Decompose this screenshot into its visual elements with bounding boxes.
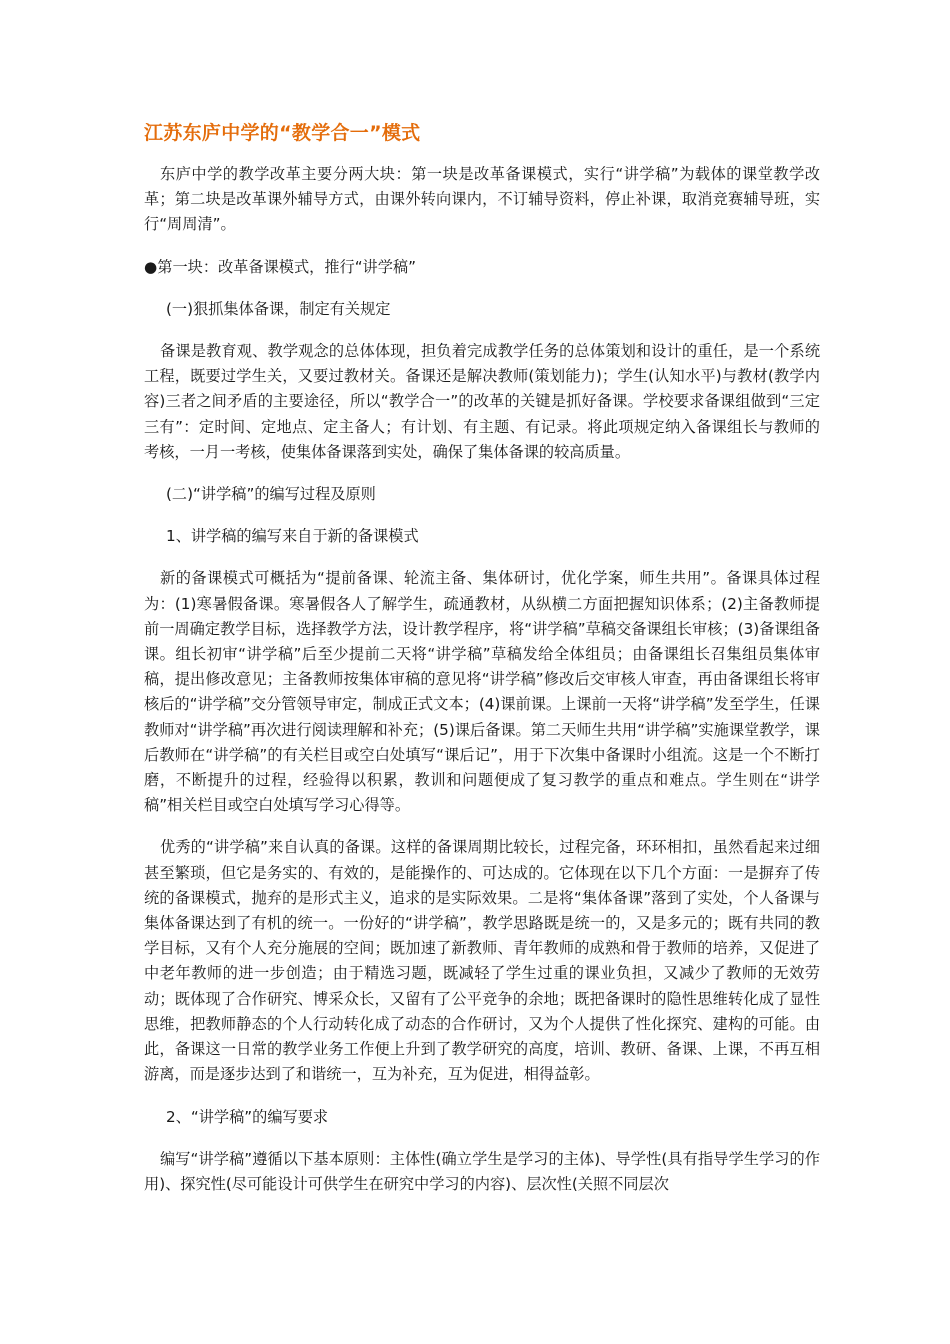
paragraph-excellent-handout: 优秀的“讲学稿”来自认真的备课。这样的备课周期比较长，过程完备，环环相扣，虽然看起来过细甚至繁琐，但它是务实的、有效的，是能操作的、可达成的。它体现在以下几个方面：一是摒弃了传统的备课模式，抛弃的是形式主义，追求的是实际效果。二是将“集体备课”落到了实处，个人备课与集体备课达到了有机的统一。一份好的“讲学稿”，教学思路既是统一的，又是多元的；既有共同的教学目标，又有个人充分施展的空间；既加速了新教师、青年教师的成熟和骨于教师的培养，又促进了中老年教师的进一步创造；由于精选习题，既减轻了学生过重的课业负担，又减少了教师的无效劳动；既体现了合作研究、博采众长，又留有了公平竞争的余地；既把备课时的隐性思维转化成了显性思维，把教师静态的个人行动转化成了动态的合作研讨，又为个人提供了性化探究、建构的可能。由此，备课这一日常的教学业务工作便上升到了教学研究的高度，培训、教研、备课、上课，不再互相游离，而是逐步达到了和谐统一，互为补充，互为促进，相得益彰。: [144, 838, 820, 1084]
subheading-item-1: 1、讲学稿的编写来自于新的备课模式: [166, 527, 419, 546]
paragraph-writing-principles: 编写“讲学稿”遵循以下基本原则：主体性(确立学生是学习的主体)、导学性(具有指导学生学习的作用)、探究性(尽可能设计可供学生在研究中学习的内容)、层次性(关照不同层次: [144, 1149, 820, 1193]
paragraph-new-prep-model: 新的备课模式可概括为“提前备课、轮流主备、集体研讨，优化学案，师生共用”。备课具体过程为：(1)寒暑假备课。寒暑假各人了解学生，疏通教材，从纵横二方面把握知识体系；(2)主备教师提前一周确定教学目标，选择教学方法，设计教学程序，将“讲学稿”草稿交备课组长审核；(3)备课组备课。组长初审“讲学稿”后至少提前二天将“讲学稿”草稿发给全体组员；由备课组长召集组员集体审稿，提出修改意见；主备教师按集体审稿的意见将“讲学稿”修改后交审核人审查，再由备课组长将审核后的“讲学稿”交分管领导审定，制成正式文本；(4)课前课。上课前一天将“讲学稿”发至学生，任课教师对“讲学稿”再次进行阅读理解和补充；(5)课后备课。第二天师生共用“讲学稿”实施课堂教学，课后教师在“讲学稿”的有关栏目或空白处填写“课后记”，用于下次集中备课时小组流。这是一个不断打磨，不断提升的过程，经验得以积累，教训和问题便成了复习教学的重点和难点。学生则在“讲学稿”相关栏目或空白处填写学习心得等。: [144, 569, 820, 815]
document-page: [144, 118, 820, 1214]
subheading-item-2: 2、“讲学稿”的编写要求: [166, 1107, 329, 1126]
paragraph-lesson-prep: 备课是教育观、教学观念的总体体现，担负着完成教学任务的总体策划和设计的重任，是一个系统工程，既要过学生关，又要过教材关。备课还是解决教师(策划能力)；学生(认知水平)与教材(教学内容)三者之间矛盾的主要途径，所以“教学合一”的改革的关键是抓好备课。学校要求备课组做到“三定三有”：定时间、定地点、定主备人；有计划、有主题、有记录。将此项规定纳入备课组长与教师的考核，一月一考核，使集体备课落到实处，确保了集体备课的较高质量。: [144, 342, 820, 461]
subheading-collective-lesson-prep: (一)狠抓集体备课，制定有关规定: [166, 299, 391, 318]
document-title: 江苏东庐中学的“教学合一”模式: [144, 122, 421, 144]
paragraph-intro: 东庐中学的教学改革主要分两大块：第一块是改革备课模式，实行“讲学稿”为载体的课堂教学改革；第二块是改革课外辅导方式，由课外转向课内，不订辅导资料，停止补课，取消竞赛辅导班，实行“周周清”。: [144, 165, 820, 234]
subheading-writing-process: (二)“讲学稿”的编写过程及原则: [166, 485, 376, 504]
section-heading-part-one: ●第一块：改革备课模式，推行“讲学稿”: [144, 257, 416, 276]
